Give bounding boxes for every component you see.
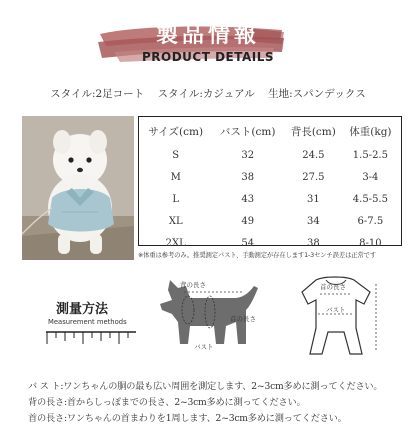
table-row: [140, 166, 398, 188]
back-length-cell: 31: [306, 193, 320, 205]
attribute-label: 生地:: [268, 88, 293, 100]
ruler-icon: [46, 330, 136, 346]
back-length-cell: 38: [306, 237, 320, 249]
attribute-style-legs: [50, 88, 144, 100]
weight-cell: 4.5-5.5: [352, 193, 388, 205]
size-cell: XL: [168, 215, 183, 227]
page-title: 製品情報: [155, 22, 260, 48]
back-length-cell: 27.5: [302, 171, 325, 183]
bust-cell: 49: [241, 215, 255, 227]
description-neck: 首の長さ:ワンちゃんの首まわりを1周します、2~3cm多めに測ってください。: [28, 413, 347, 424]
weight-cell: 1.5-2.5: [352, 149, 388, 161]
size-cell: L: [172, 193, 180, 205]
attribute-value: カジュアル: [202, 88, 255, 100]
page-subtitle: PRODUCT DETAILS: [141, 50, 275, 64]
weight-cell: 6-7.5: [357, 215, 384, 227]
back-length-cell: 24.5: [302, 149, 325, 161]
dog-measurement-figure: [150, 270, 264, 366]
attribute-fabric: [268, 88, 366, 100]
attribute-value: スパンデックス: [292, 88, 366, 100]
table-row: [140, 144, 398, 166]
dog-label-bust: バスト: [194, 343, 214, 351]
header-bust: バスト(cm): [219, 125, 276, 138]
table-row: [140, 210, 398, 232]
header-weight: 体重(kg): [349, 125, 392, 138]
attribute-style-casual: [158, 88, 255, 100]
bust-cell: 54: [241, 237, 255, 249]
size-table: [140, 118, 398, 254]
size-table-header-row: [140, 118, 398, 144]
table-row: [140, 188, 398, 210]
dog-label-neck: 首の長さ: [230, 315, 256, 323]
coat-label-neck: 首の長さ: [320, 283, 346, 291]
description-back-length: 背の長さ:首からしっぽまでの長さ、2~3cm多めに測ってください。: [28, 397, 306, 408]
weight-note: ※体重は参考のみ。推奨測定バスト、手動測定が存在します1-3センチ誤差は正常です: [138, 252, 377, 259]
size-cell: 2XL: [165, 237, 186, 249]
description-bust: バ ス ト:ワンちゃんの胴の最も広い周囲を測定します、2~3cm多めに測ってください。: [28, 381, 383, 392]
attribute-label: スタイル:: [157, 88, 203, 100]
bust-cell: 32: [241, 149, 255, 161]
product-attributes: [0, 86, 416, 101]
size-cell: S: [172, 149, 180, 161]
size-cell: M: [170, 171, 181, 183]
coat-label-bust: バスト: [326, 306, 346, 314]
coat-measurement-figure: [276, 270, 406, 366]
bust-cell: 38: [241, 171, 255, 183]
product-details-banner: [0, 0, 416, 74]
measurement-title: 測量方法: [56, 302, 109, 317]
measurement-subtitle: Measurement methods: [48, 318, 127, 326]
header-back-length: 背長(cm): [290, 125, 336, 138]
bust-cell: 43: [241, 193, 255, 205]
product-photo: [22, 116, 134, 260]
weight-cell: 3-4: [362, 171, 379, 183]
dog-label-back: 背の長さ: [180, 281, 206, 289]
weight-cell: 8-10: [359, 237, 382, 249]
back-length-cell: 34: [306, 215, 320, 227]
header-size: サイズ(cm): [148, 125, 204, 138]
attribute-label: スタイル:: [50, 88, 96, 100]
attribute-value: 2足コート: [95, 88, 145, 100]
